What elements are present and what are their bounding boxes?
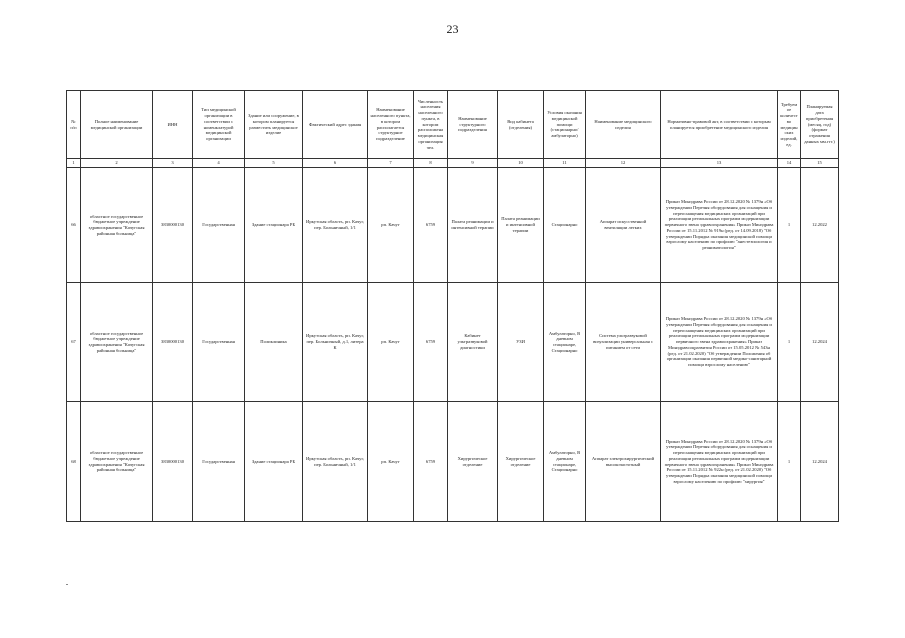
page-number: 23 (446, 22, 459, 36)
settlement: рп. Качуг (368, 283, 414, 402)
column-number: 7 (368, 159, 414, 168)
header-cell: Наименование медицинского изделия (586, 91, 661, 159)
header-cell: Условия оказания медицинской помощи (стационарно/амбулаторно) (544, 91, 586, 159)
device: Аппарат искусственной вентиляции легких (586, 168, 661, 283)
scan-speck (66, 584, 68, 585)
cabinet: Хирургическое отделение (498, 402, 544, 522)
column-number: 2 (81, 159, 153, 168)
planned-date: 12.2022 (801, 168, 839, 283)
org-name: областное государственное бюджетное учреждение здравоохранения "Качугская районная больница" (81, 283, 153, 402)
column-number: 14 (778, 159, 801, 168)
cabinet: УЗИ (498, 283, 544, 402)
building: Поликлиника (245, 283, 303, 402)
org-type: Государственная (193, 402, 245, 522)
table-row (67, 168, 839, 283)
column-number: 3 (153, 159, 193, 168)
header-cell: Тип медицинской организации в соответствии с номенклатурой медицинской организации (193, 91, 245, 159)
equipment-table (66, 90, 839, 522)
device: Система ультразвуковой визуализации универсальная с питанием от сети (586, 283, 661, 402)
org-type: Государственная (193, 168, 245, 283)
table-row (67, 402, 839, 522)
building: Здание стационара РБ (245, 168, 303, 283)
settlement: рп. Качуг (368, 168, 414, 283)
row-number: 66 (67, 168, 81, 283)
settlement: рп. Качуг (368, 402, 414, 522)
population: 6759 (414, 402, 448, 522)
column-number: 1 (67, 159, 81, 168)
org-name: областное государственное бюджетное учреждение здравоохранения "Качугская районная больница" (81, 168, 153, 283)
column-number: 13 (661, 159, 778, 168)
conditions: Стационарно (544, 168, 586, 283)
header-cell: Планируемая дата приобретения (месяц, год) (формат отражения данных мм.ггг.) (801, 91, 839, 159)
org-type: Государственная (193, 283, 245, 402)
population: 6759 (414, 168, 448, 283)
legal-act: Приказ Минздрава России от 28.12.2020 № 1379н «Об утверждении Перечня оборудования для оснащения и переоснащения медицинских организаций при реализации региональных программ модернизации первичного звена здравоохранения» Приказ Минздравсоцразвития России от 15.05.2012 № 543н (ред. от 21.02.2020) "Об утверждении Положения об организации оказания первичной медико-санитарной помощи взрослому населению" (661, 283, 778, 402)
subdivision: Хирургическое отделение (448, 402, 498, 522)
subdivision: Палата реанимации и интенсивной терапии (448, 168, 498, 283)
column-number: 6 (303, 159, 368, 168)
header-cell: ИНН (153, 91, 193, 159)
legal-act: Приказ Минздрава России от 28.12.2020 № 1379н «Об утверждении Перечня оборудования для оснащения и переоснащения медицинских организаций при реализации региональных программ модернизации первичного звена здравоохранения» Приказ Минздрава России от 15.11.2012 № 919н (ред. от 14.09.2018) "Об утверждении Порядка оказания медицинской помощи взрослому населению по профилю "анестезиология и реаниматология" (661, 168, 778, 283)
address: Иркутская область, рп. Качуг, пер. Больничный, 1/1 (303, 168, 368, 283)
header-cell: Вид кабинета (отделения) (498, 91, 544, 159)
inn: 3830000130 (153, 402, 193, 522)
conditions: Амбулаторно, В дневном стационаре, Стационарно (544, 402, 586, 522)
header-cell: Численность населения населенного пункта, в котором расположена медицинская организация чел. (414, 91, 448, 159)
header-cell: Полное наименование медицинской организации (81, 91, 153, 159)
header-cell: Наименование структурного подразделения (448, 91, 498, 159)
inn: 3830000130 (153, 168, 193, 283)
column-number: 9 (448, 159, 498, 168)
header-row (67, 91, 839, 159)
column-number: 5 (245, 159, 303, 168)
row-number: 67 (67, 283, 81, 402)
column-number-row (67, 159, 839, 168)
table-row (67, 283, 839, 402)
quantity: 1 (778, 168, 801, 283)
inn: 3830000130 (153, 283, 193, 402)
cabinet: Палата реанимации и интенсивной терапии (498, 168, 544, 283)
column-number: 10 (498, 159, 544, 168)
quantity: 1 (778, 402, 801, 522)
header-cell: Наименование населенного пункта, в котором располагается структурное подразделение (368, 91, 414, 159)
header-cell: Требуемое количество медицинских изделий, ед. (778, 91, 801, 159)
header-cell: Фактический адрес здания (303, 91, 368, 159)
column-number: 4 (193, 159, 245, 168)
quantity: 1 (778, 283, 801, 402)
address: Иркутская область, рп. Качуг, пер. Больничный, 1/1 (303, 402, 368, 522)
planned-date: 12.2024 (801, 402, 839, 522)
subdivision: Кабинет ультразвуковой диагностики (448, 283, 498, 402)
conditions: Амбулаторно, В дневном стационаре, Стационарно (544, 283, 586, 402)
planned-date: 12.2024 (801, 283, 839, 402)
header-cell: Нормативно-правовой акт, в соответствии с которым планируется приобретение медицинского изделия (661, 91, 778, 159)
header-cell: Здание или сооружение, в котором планируется разместить медицинское изделие (245, 91, 303, 159)
building: Здание стационара РБ (245, 402, 303, 522)
row-number: 68 (67, 402, 81, 522)
header-cell: № п/п (67, 91, 81, 159)
column-number: 12 (586, 159, 661, 168)
device: Аппарат электрохирургический высокочастотный (586, 402, 661, 522)
column-number: 8 (414, 159, 448, 168)
org-name: областное государственное бюджетное учреждение здравоохранения "Качугская районная больница" (81, 402, 153, 522)
column-number: 11 (544, 159, 586, 168)
population: 6759 (414, 283, 448, 402)
legal-act: Приказ Минздрава России от 28.12.2020 № 1379н «Об утверждении Перечня оборудования для оснащения и переоснащения медицинских организаций при реализации региональных программ модернизации первичного звена здравоохранения» Приказ Минздрава России от 15.11.2012 № 922н (ред. от 21.02.2020) "Об утверждении Порядка оказания медицинской помощи взрослому населению по профилю "хирургия" (661, 402, 778, 522)
column-number: 15 (801, 159, 839, 168)
address: Иркутская область, рп. Качуг, пер. Больничный, д.1, литера К (303, 283, 368, 402)
